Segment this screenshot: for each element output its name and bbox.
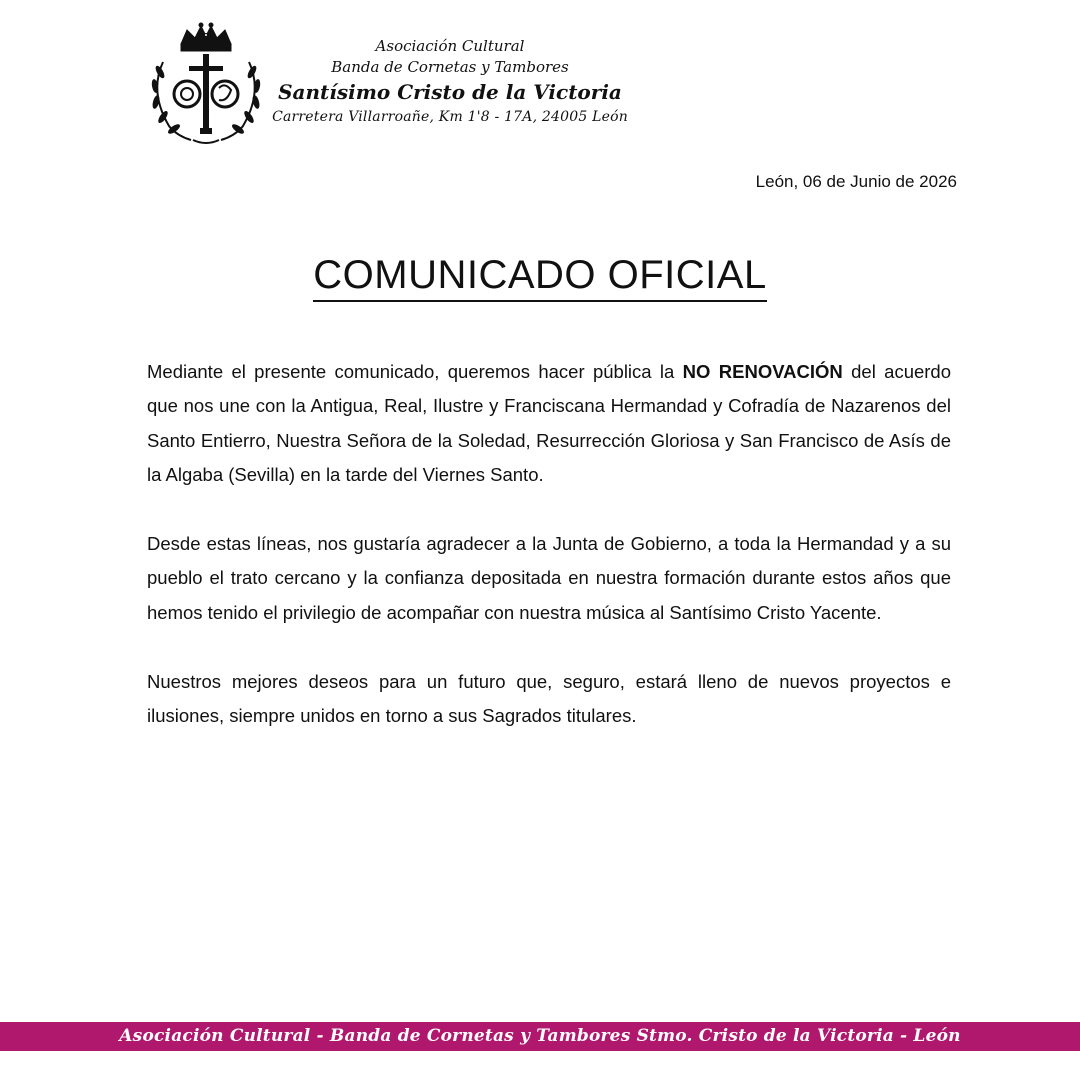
document-body bbox=[147, 355, 951, 769]
footer-text: Asociación Cultural - Banda de Cornetas y Tambores Stmo. Cristo de la Victoria - León bbox=[119, 1026, 961, 1046]
letterhead-address: Carretera Villarroañe, Km 1'8 - 17A, 24005 León bbox=[272, 109, 628, 125]
paragraph-2: Desde estas líneas, nos gustaría agradecer a la Junta de Gobierno, a toda la Hermandad y a su pueblo el trato cercano y la confianza depositada en nuestra formación durante estos años que hemos tenido el privilegio de acompañar con nuestra música al Santísimo Cristo Yacente. bbox=[147, 533, 951, 623]
letterhead bbox=[270, 36, 630, 128]
paragraph-3: Nuestros mejores deseos para un futuro que, seguro, estará lleno de nuevos proyectos e ilusiones, siempre unidos en torno a sus Sagrados titulares. bbox=[147, 671, 951, 727]
crown-icon bbox=[181, 23, 231, 51]
paragraph-1-end: del acuerdo que nos une con la Antigua, Real, Ilustre y Franciscana Hermandad y Cofradía de Nazarenos del Santo Entierro, Nuestra Señora de la Soledad, Resurrección Gloriosa y San Francisco de Asís de la Algaba (Sevilla) en la tarde del Viernes Santo. bbox=[147, 361, 952, 485]
document-title-wrapper bbox=[0, 252, 1080, 302]
document-date: León, 06 de Junio de 2026 bbox=[755, 172, 957, 191]
letterhead-name: Santísimo Cristo de la Victoria bbox=[278, 80, 622, 104]
letterhead-association: Asociación Cultural bbox=[375, 37, 525, 55]
paragraph-1 bbox=[147, 355, 951, 492]
right-medallion-icon bbox=[212, 81, 238, 107]
crowned-cross-emblem-icon bbox=[143, 22, 269, 148]
paragraph-1-start: Mediante el presente comunicado, queremos hacer pública la bbox=[147, 361, 683, 382]
footer-band bbox=[0, 1022, 1080, 1051]
left-medallion-icon bbox=[174, 81, 200, 107]
paragraph-1-highlight: NO RENOVACIÓN bbox=[682, 361, 843, 382]
cross-icon bbox=[189, 54, 223, 134]
document-title: COMUNICADO OFICIAL bbox=[313, 252, 766, 302]
letterhead-band: Banda de Cornetas y Tambores bbox=[331, 58, 569, 76]
